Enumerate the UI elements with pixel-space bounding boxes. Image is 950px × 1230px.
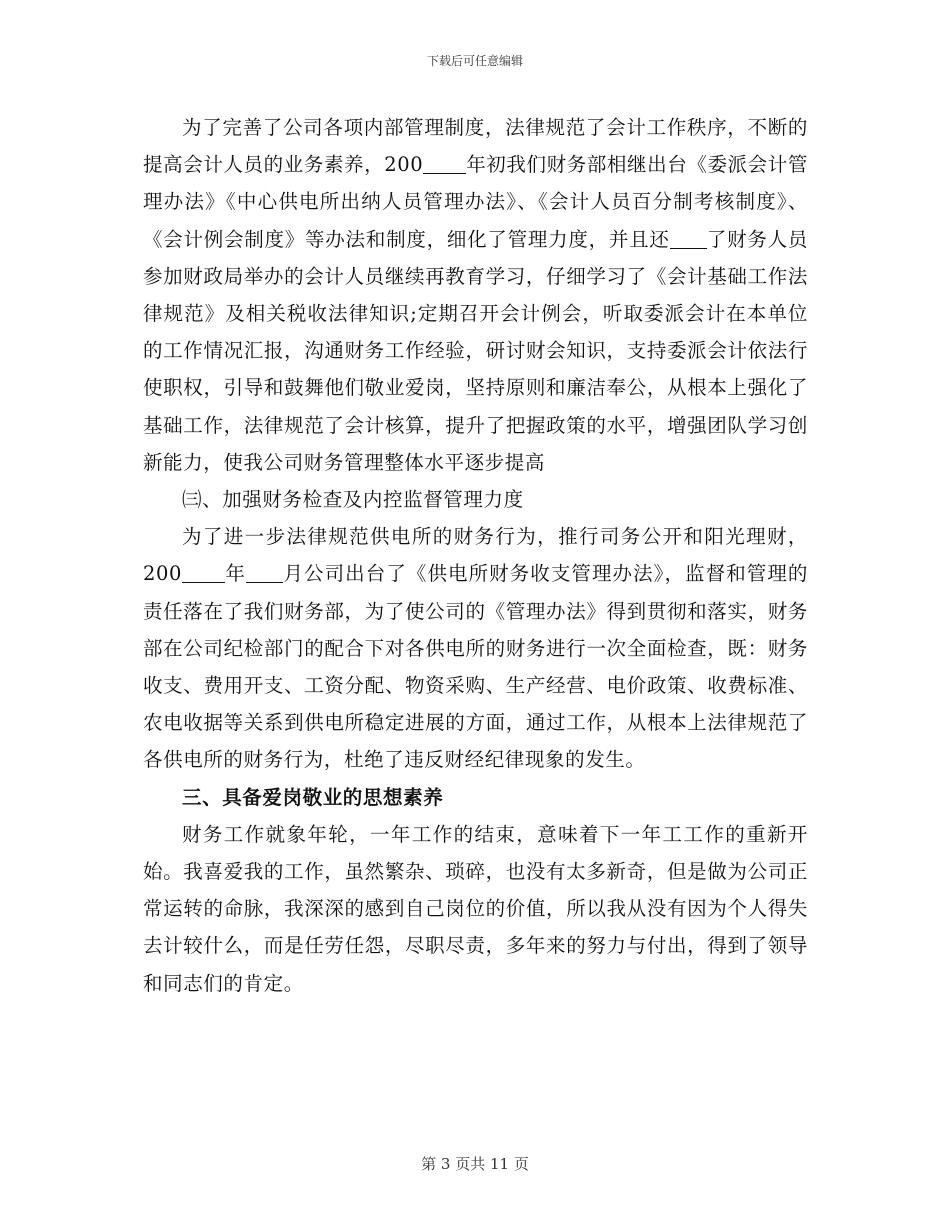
paragraph-text: 年 [224, 562, 246, 586]
page-header: 下载后可任意编辑 [426, 54, 523, 68]
fill-in-blank [670, 228, 707, 249]
page-footer: 第 3 页共 11 页 [421, 1155, 529, 1173]
paragraph-text: 月公司出台了《供电所财务收支管理办法》，监督和管理的责任落在了我们财务部，为了使公司的《管理办法》得到贯彻和落实，财务部在公司纪检部门的配合下对各供电所的财务进行一次全面检查，既：财务收支、费用开支、工资分配、物资采购、生产经营、电价政策、收费标准、农电收据等关系到供电所稳定进展的方面，通过工作，从根本上法律规范了各供电所的财务行为，杜绝了违反财经纪律现象的发生。 [143, 562, 808, 772]
document-body [143, 109, 808, 1002]
paragraph-text: 年初我们财务部相继出台《委派会计管理办法》《中心供电所出纳人员管理办法》、《会计人员百分制考核制度》、《会计例会制度》等办法和制度，细化了管理力度，并且还 [143, 153, 808, 251]
paragraph-financial-inspection [143, 518, 808, 778]
paragraph-dedication: 财务工作就象年轮，一年工作的结束，意味着下一年工工作的重新开始。我喜爱我的工作，虽然繁杂、琐碎，也没有太多新奇，但是做为公司正常运转的命脉，我深深的感到自己岗位的价值，所以我从没有因为个人得失去计较什么，而是任劳任怨，尽职尽责，多年来的努力与付出，得到了领导和同志们的肯定。 [143, 822, 808, 995]
fill-in-blank [423, 154, 466, 175]
paragraph-management-system [143, 109, 808, 481]
subheading-financial-inspection: ㈢、加强财务检查及内控监督管理力度 [182, 488, 524, 512]
fill-in-blank [246, 563, 283, 584]
section-heading-dedication: 三、具备爱岗敬业的思想素养 [182, 785, 444, 809]
paragraph-text: 了财务人员参加财政局举办的会计人员继续再教育学习，仔细学习了《会计基础工作法律规范》及相关税收法律知识;定期召开会计例会，听取委派会计在本单位的工作情况汇报，沟通财务工作经验，研讨财会知识，支持委派会计依法行使职权，引导和鼓舞他们敬业爱岗，坚持原则和廉洁奉公，从根本上强化了基础工作，法律规范了会计核算，提升了把握政策的水平，增强团队学习创新能力，使我公司财务管理整体水平逐步提高 [143, 227, 808, 474]
paragraph-text: 为了进一步法律规范供电所的财务行为，推行司务公开和阳光理财，200 [143, 525, 808, 586]
paragraph-text: 为了完善了公司各项内部管理制度，法律规范了会计工作秩序，不断的提高会计人员的业务素养，200 [143, 116, 808, 177]
fill-in-blank [182, 563, 225, 584]
